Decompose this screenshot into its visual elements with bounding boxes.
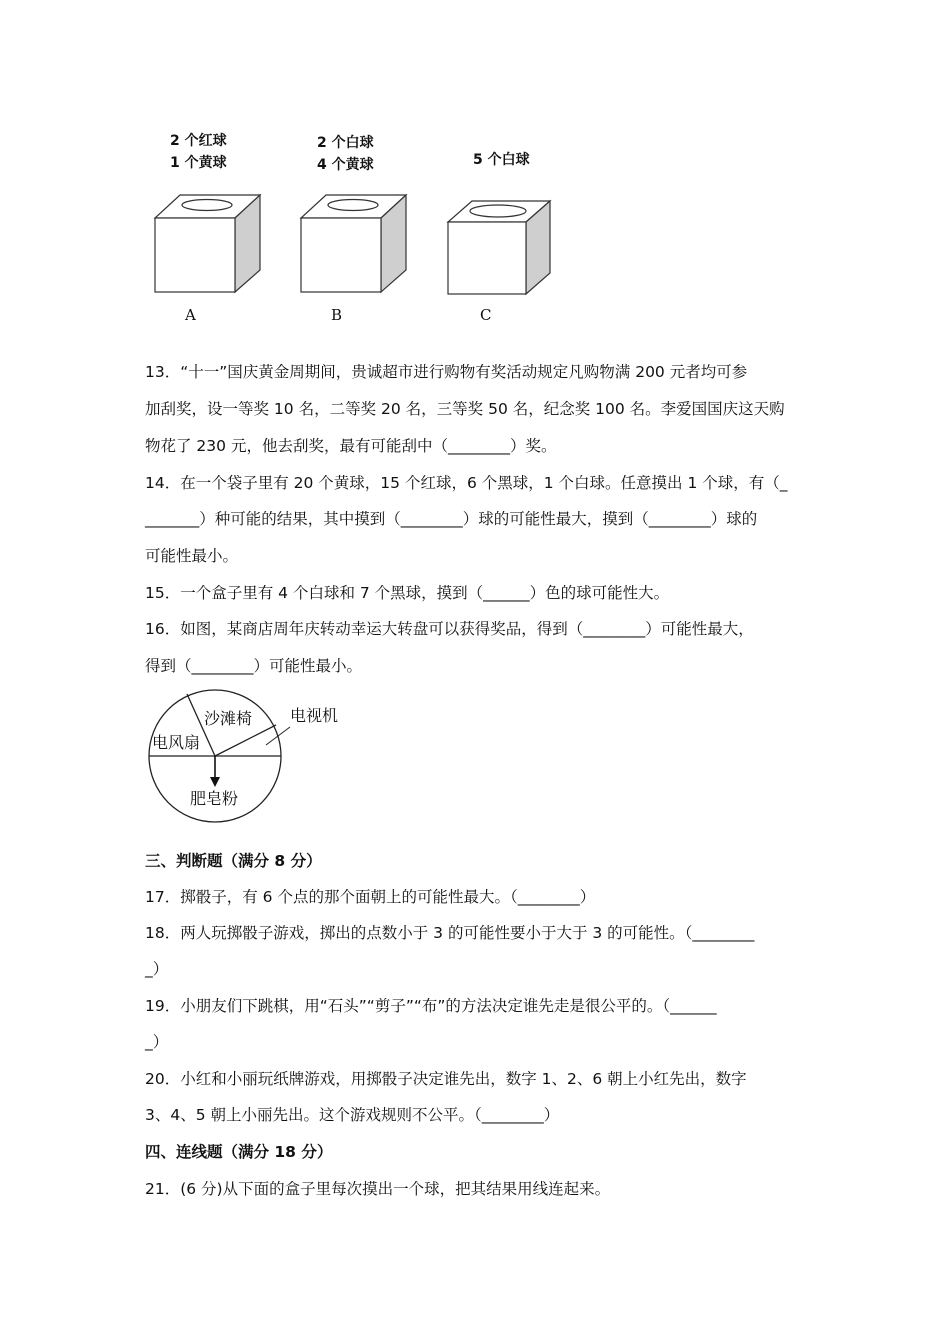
box-a-label: 2 个红球 1 个黄球: [170, 133, 227, 171]
question-15: 15．一个盒子里有 4 个白球和 7 个黑球，摸到（______）色的球可能性大。: [145, 584, 670, 602]
boxes-drawing: [140, 185, 560, 305]
sector-label-beach-chair: 沙滩椅: [204, 709, 253, 728]
section-4-heading: 四、连线题（满分 18 分）: [145, 1143, 333, 1161]
box-b-label: 2 个白球 4 个黄球: [317, 135, 374, 173]
sector-label-fan: 电风扇: [152, 733, 201, 752]
sector-label-tv: 电视机: [290, 706, 339, 725]
box-a-letter: A: [185, 306, 196, 324]
question-20-line-2: 3、4、5 朝上小丽先出。这个游戏规则不公平。（________）: [145, 1106, 560, 1124]
question-16-line-1: 16．如图，某商店周年庆转动幸运大转盘可以获得奖品，得到（________）可能性最大，: [145, 620, 754, 638]
question-21: 21．(6 分)从下面的盒子里每次摸出一个球，把其结果用线连起来。: [145, 1180, 611, 1198]
question-13-line-1: 13．“十一”国庆黄金周期间，贵诚超市进行购物有奖活动规定凡购物满 200 元者均可参: [145, 363, 748, 381]
question-19-line-2: _）: [145, 1033, 169, 1051]
question-18-line-2: _）: [145, 960, 169, 978]
question-19-line-1: 19．小朋友们下跳棋，用“石头”“剪子”“布”的方法决定谁先走是很公平的。（______: [145, 997, 717, 1015]
box-b-letter: B: [331, 306, 343, 324]
question-14-line-2: _______）种可能的结果，其中摸到（________）球的可能性最大，摸到（________）球的: [145, 510, 758, 528]
question-16-line-2: 得到（________）可能性最小。: [145, 657, 363, 675]
box-c-label: 5 个白球: [473, 152, 530, 168]
box-c-letter: C: [480, 306, 492, 324]
section-3-heading: 三、判断题（满分 8 分）: [145, 852, 322, 870]
question-13-line-3: 物花了 230 元，他去刮奖，最有可能刮中（________）奖。: [145, 437, 557, 455]
question-14-line-1: 14．在一个袋子里有 20 个黄球，15 个红球，6 个黑球，1 个白球。任意摸出 1 个球，有（_: [145, 474, 788, 492]
question-20-line-1: 20．小红和小丽玩纸牌游戏，用掷骰子决定谁先出，数字 1、2、6 朝上小红先出，数字: [145, 1070, 747, 1088]
sector-label-soap-powder: 肥皂粉: [190, 789, 239, 808]
prize-wheel: [140, 685, 360, 827]
question-18-line-1: 18．两人玩掷骰子游戏，掷出的点数小于 3 的可能性要小于大于 3 的可能性。（________: [145, 924, 755, 942]
box-c: [448, 201, 550, 294]
question-13-line-2: 加刮奖，设一等奖 10 名，二等奖 20 名，三等奖 50 名，纪念奖 100 名。李爱国国庆这天购: [145, 400, 785, 418]
box-b: [301, 195, 406, 292]
question-14-line-3: 可能性最小。: [145, 547, 239, 565]
question-17: 17．掷骰子，有 6 个点的那个面朝上的可能性最大。（________）: [145, 888, 596, 906]
